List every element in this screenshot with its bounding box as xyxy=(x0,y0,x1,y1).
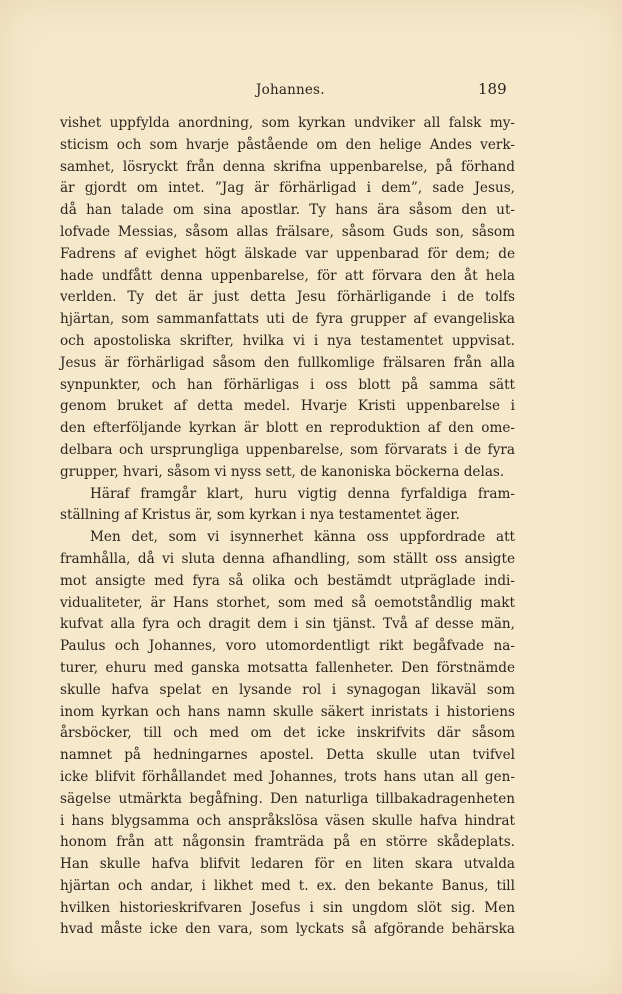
text-line: Han skulle hafva blifvit ledaren för en liten skara utvalda xyxy=(60,856,515,873)
text-line: verlden. Ty det är just detta Jesu förhärligande i de tolfs xyxy=(60,289,515,306)
page-number: 189 xyxy=(478,80,507,98)
text-line: hade undfått denna uppenbarelse, för att förvara den åt hela xyxy=(60,267,515,284)
text-line: i hans blygsamma och anspråkslösa väsen skulle hafva hindrat xyxy=(60,812,515,829)
text-line: ställning af Kristus är, som kyrkan i nya testamentet äger. xyxy=(60,507,460,524)
text-line: sticism och som hvarje påstående om den helige Andes verk- xyxy=(60,136,515,153)
text-line: hvad måste icke den vara, som lyckats så afgörande behärska xyxy=(60,921,515,938)
text-line: Fadrens af evighet högt älskade var uppenbarad för dem; de xyxy=(60,245,515,262)
text-line: då han talade om sina apostlar. Ty hans ära såsom den ut- xyxy=(60,202,515,219)
text-line: och apostoliska skrifter, hvilka vi i nya testamentet uppvisat. xyxy=(60,332,515,349)
page-header xyxy=(0,80,622,102)
text-line: den efterföljande kyrkan är blott en reproduktion af den ome- xyxy=(60,420,515,437)
text-line: inom kyrkan och hans namn skulle säkert inristats i historiens xyxy=(60,703,515,720)
text-line: hvilken historieskrifvaren Josefus i sin ungdom slöt sig. Men xyxy=(60,899,515,916)
text-line: skulle hafva spelat en lysande rol i synagogan likaväl som xyxy=(60,681,515,698)
text-line: delbara och ursprungliga uppenbarelse, som förvarats i de fyra xyxy=(60,441,515,458)
text-line: icke blifvit förhållandet med Johannes, trots hans utan all gen- xyxy=(60,768,515,785)
text-line: Paulus och Johannes, voro utomordentligt rikt begåfvade na- xyxy=(60,638,515,655)
text-line: honom från att någonsin framträda på en större skådeplats. xyxy=(60,834,515,851)
text-line: namnet på hedningarnes apostel. Detta skulle utan tvifvel xyxy=(60,747,515,764)
text-line: kufvat alla fyra och dragit dem i sin tjänst. Två af desse män, xyxy=(60,616,515,633)
text-line: årsböcker, till och med om det icke inskrifvits där såsom xyxy=(60,725,515,742)
running-title: Johannes. xyxy=(256,82,325,98)
text-line: Jesus är förhärligad såsom den fullkomlige frälsaren från alla xyxy=(60,354,515,371)
text-line: synpunkter, och han förhärligas i oss blott på samma sätt xyxy=(60,376,515,393)
text-line: mot ansigte med fyra så olika och bestämdt utpräglade indi- xyxy=(60,572,515,589)
text-line: är gjordt om intet. ”Jag är förhärligad i dem”, sade Jesus, xyxy=(60,180,515,197)
text-line: vidualiteter, är Hans storhet, som med så oemotståndlig makt xyxy=(60,594,515,611)
text-line: hjärtan, som sammanfattats uti de fyra grupper af evangeliska xyxy=(60,311,515,328)
text-line: lofvade Messias, såsom allas frälsare, såsom Guds son, såsom xyxy=(60,223,515,240)
text-line: genom bruket af detta medel. Hvarje Kristi uppenbarelse i xyxy=(60,398,515,415)
text-line: Men det, som vi isynnerhet känna oss uppfordrade att xyxy=(90,529,515,546)
text-line: sägelse utmärkta begåfning. Den naturliga tillbakadragenheten xyxy=(60,790,515,807)
text-line: grupper, hvari, såsom vi nyss sett, de kanoniska böckerna delas. xyxy=(60,463,505,480)
text-line: turer, ehuru med ganska motsatta fallenheter. Den förstnämde xyxy=(60,659,515,676)
body-text xyxy=(60,113,515,941)
text-line: hjärtan och andar, i likhet med t. ex. den bekante Banus, till xyxy=(60,877,515,894)
text-line: framhålla, då vi sluta denna afhandling, som ställt oss ansigte xyxy=(60,550,515,567)
text-line: Häraf framgår klart, huru vigtig denna fyrfaldiga fram- xyxy=(90,485,515,502)
text-line: vishet uppfylda anordning, som kyrkan undviker all falsk my- xyxy=(60,115,515,131)
text-line: samhet, lösryckt från denna skrifna uppenbarelse, på förhand xyxy=(60,158,515,175)
